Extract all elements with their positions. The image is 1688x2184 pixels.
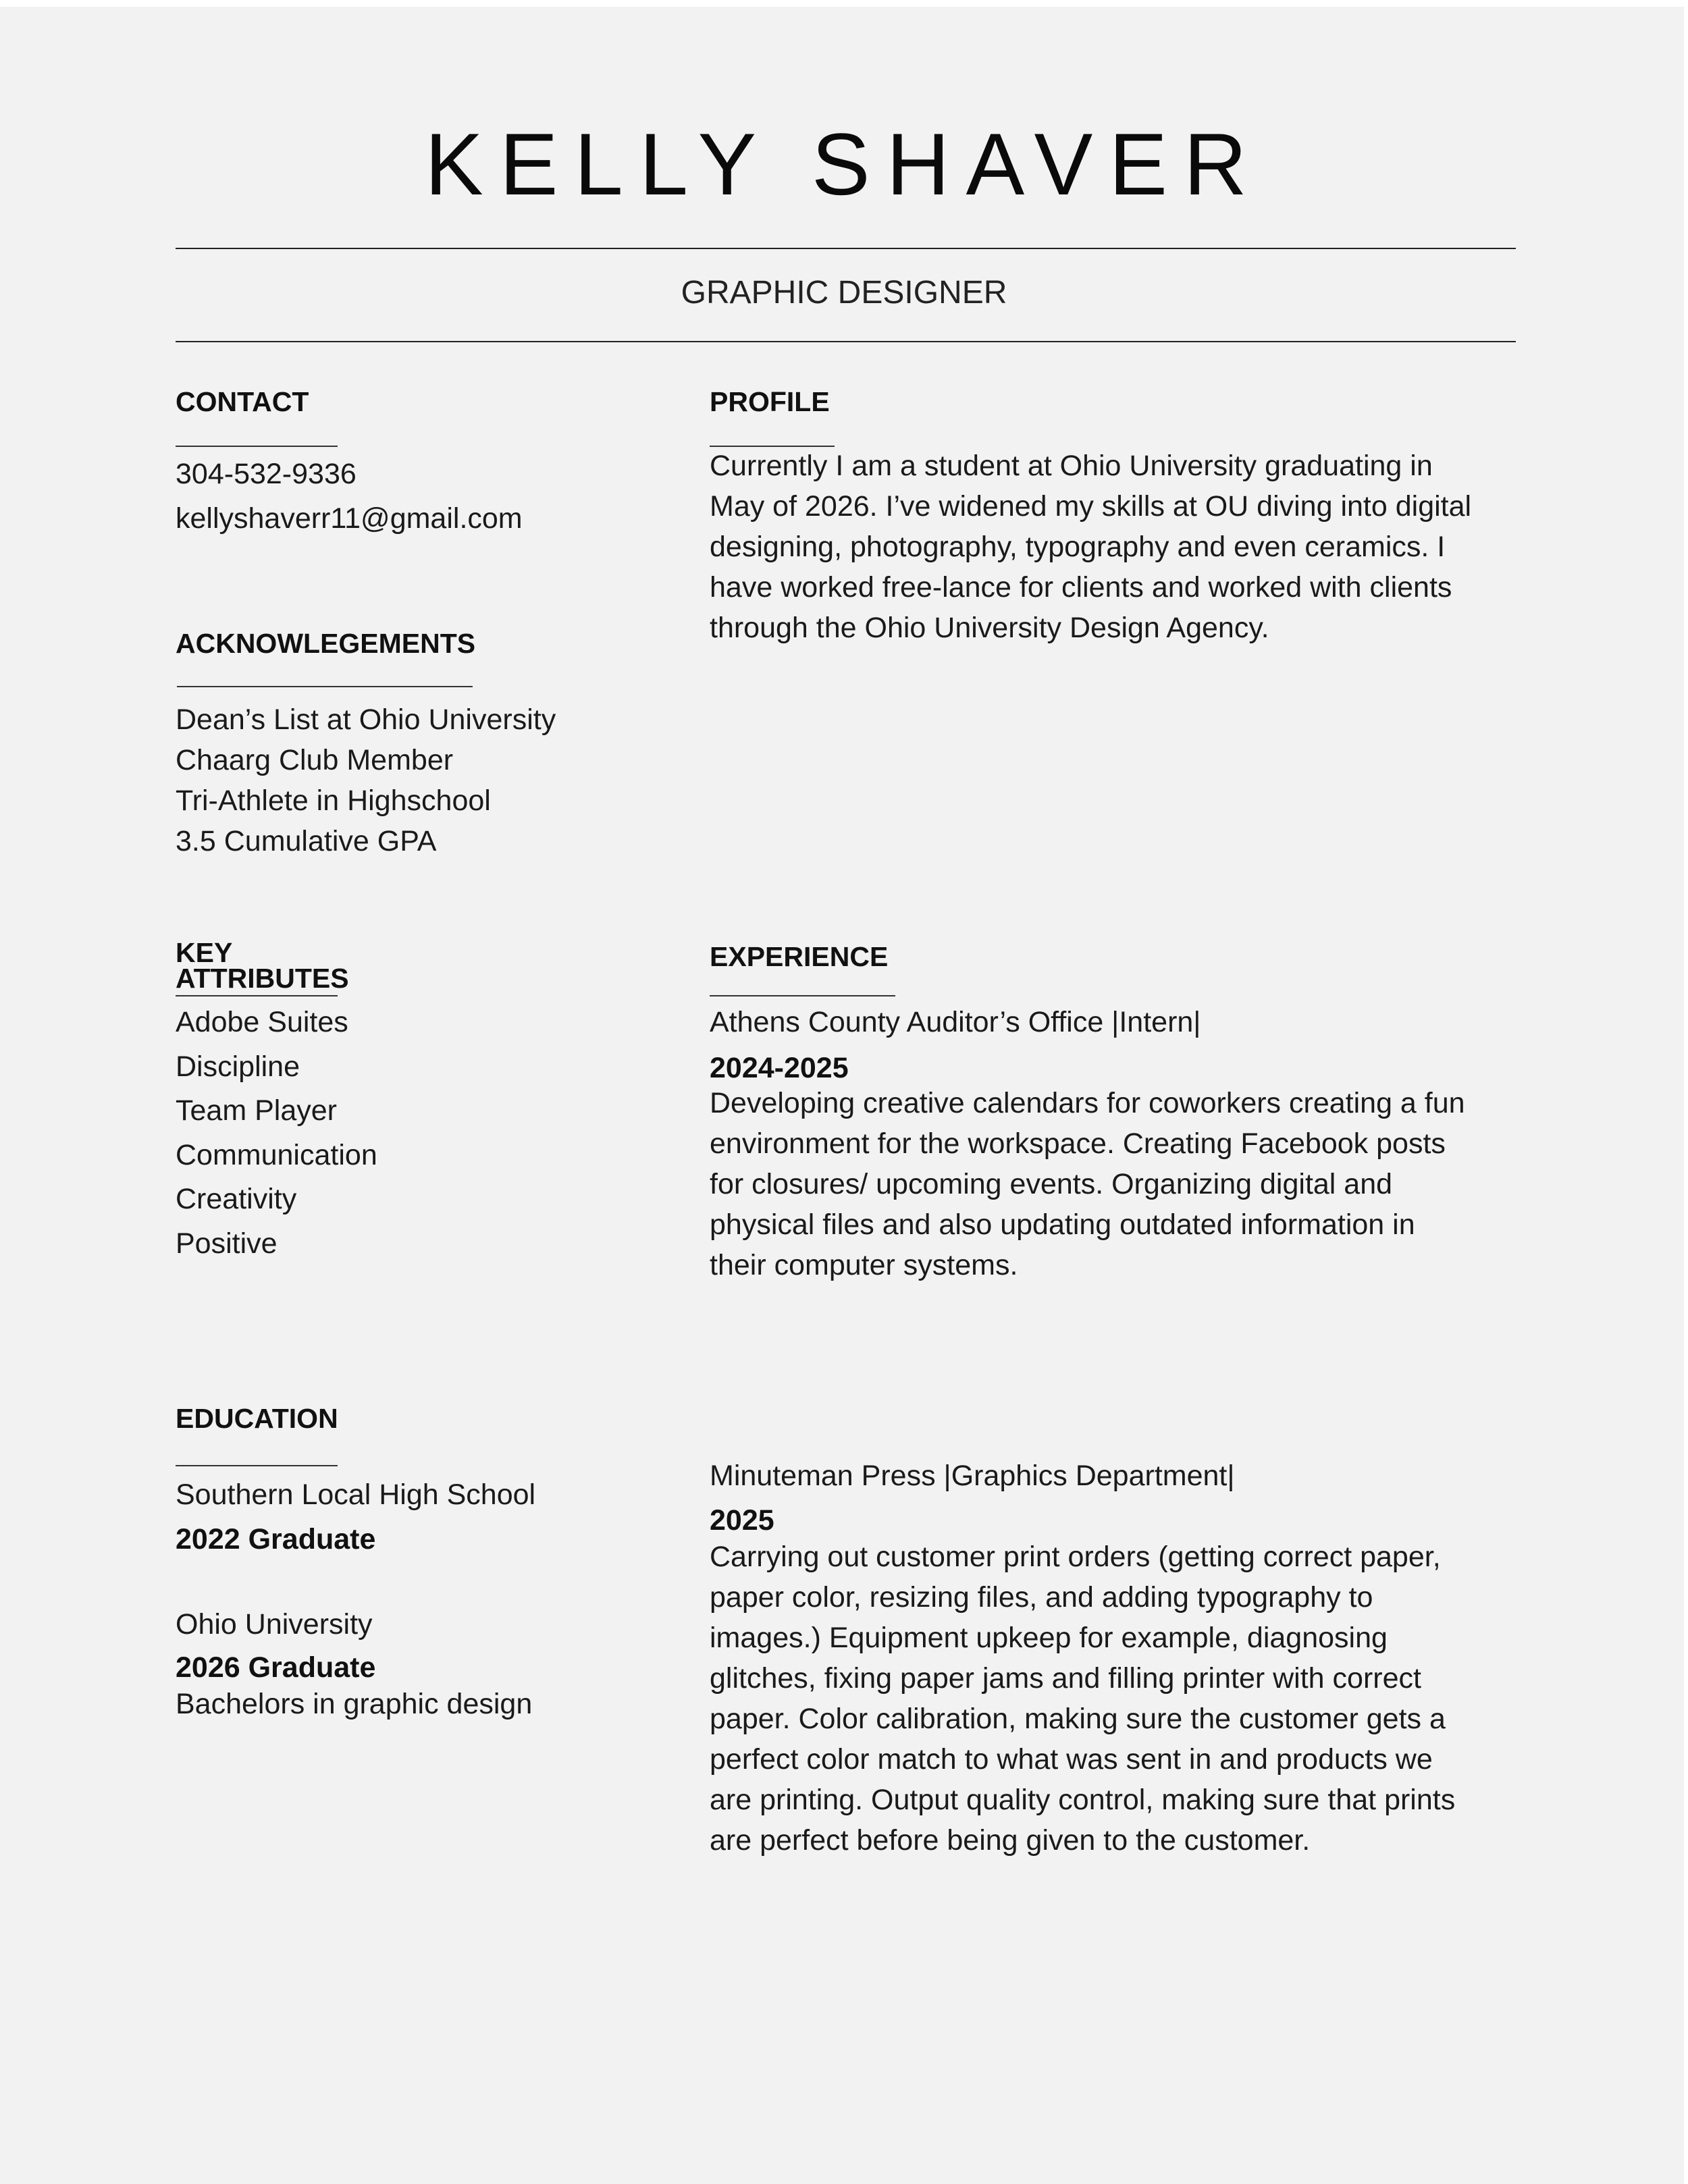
job-description-line: are printing. Output quality control, making sure that prints — [710, 1784, 1456, 1816]
job-description-line: Developing creative calendars for coworkers creating a fun — [710, 1087, 1465, 1119]
key-attributes-heading-underline — [176, 995, 338, 996]
job-description — [710, 1537, 1455, 1861]
list-item: Chaarg Club Member — [176, 744, 454, 776]
education-heading: EDUCATION — [176, 1403, 338, 1434]
list-item: Creativity — [176, 1183, 297, 1215]
job-description — [710, 1083, 1465, 1285]
degree: Bachelors in graphic design — [176, 1688, 533, 1720]
page-top-margin — [0, 0, 1688, 7]
key-attributes-heading-line1: KEY — [176, 937, 233, 968]
profile-line: Currently I am a student at Ohio University graduating in — [710, 450, 1433, 482]
list-item: Positive — [176, 1227, 278, 1260]
job-description-line: paper. Color calibration, making sure the customer gets a — [710, 1703, 1446, 1735]
list-item: Tri-Athlete in Highschool — [176, 784, 491, 817]
key-attributes-heading-line2: ATTRIBUTES — [176, 963, 349, 994]
contact-details — [176, 452, 523, 541]
job-years: 2025 — [710, 1504, 774, 1537]
list-item: Communication — [176, 1138, 377, 1171]
list-item: Team Player — [176, 1094, 337, 1127]
experience-heading: EXPERIENCE — [710, 941, 889, 972]
list-item: Adobe Suites — [176, 1006, 348, 1038]
job-description-line: for closures/ upcoming events. Organizing digital and — [710, 1168, 1393, 1200]
header-top-rule — [176, 248, 1516, 249]
contact-heading-underline — [176, 446, 338, 447]
job-description-line: glitches, fixing paper jams and filling printer with correct — [710, 1662, 1421, 1695]
resume-name: KELLY SHAVER — [425, 115, 1263, 213]
profile-line: have worked free-lance for clients and worked with clients — [710, 571, 1452, 604]
job-description-line: perfect color match to what was sent in and products we — [710, 1743, 1433, 1776]
acknowledgements-heading-underline — [177, 686, 473, 687]
profile-line: May of 2026. I’ve widened my skills at OU diving into digital — [710, 490, 1472, 523]
job-title: Athens County Auditor’s Office |Intern| — [710, 1006, 1201, 1038]
profile-line: designing, photography, typography and even ceramics. I — [710, 531, 1446, 563]
job-title: GRAPHIC DESIGNER — [681, 275, 1007, 311]
acknowledgements-list — [176, 699, 556, 861]
job-description-line: are perfect before being given to the customer. — [710, 1824, 1311, 1857]
header-bottom-rule — [176, 341, 1516, 342]
profile-heading: PROFILE — [710, 386, 830, 417]
education-heading-underline — [176, 1465, 338, 1466]
key-attributes-list — [176, 1001, 377, 1266]
email-address: kellyshaverr11@gmail.com — [176, 502, 523, 535]
school-name: Southern Local High School — [176, 1479, 536, 1511]
contact-heading: CONTACT — [176, 386, 309, 417]
list-item: Dean’s List at Ohio University — [176, 703, 556, 736]
job-description-line: physical files and also updating outdated information in — [710, 1208, 1415, 1241]
acknowledgements-heading: ACKNOWLEGEMENTS — [176, 628, 476, 659]
list-item: Discipline — [176, 1050, 300, 1083]
job-description-line: environment for the workspace. Creating Facebook posts — [710, 1127, 1446, 1160]
job-description-line: their computer systems. — [710, 1249, 1018, 1281]
graduation-year: 2026 Graduate — [176, 1651, 376, 1684]
job-years: 2024-2025 — [710, 1052, 849, 1084]
experience-heading-underline — [710, 995, 895, 996]
job-title: Minuteman Press |Graphics Department| — [710, 1460, 1235, 1492]
school-name: Ohio University — [176, 1608, 373, 1641]
profile-paragraph — [710, 446, 1471, 648]
job-description-line: images.) Equipment upkeep for example, diagnosing — [710, 1622, 1388, 1654]
profile-line: through the Ohio University Design Agency. — [710, 612, 1269, 644]
page-right-margin — [1684, 0, 1688, 2184]
graduation-year: 2022 Graduate — [176, 1523, 376, 1555]
job-description-line: paper color, resizing files, and adding typography to — [710, 1581, 1373, 1614]
list-item: 3.5 Cumulative GPA — [176, 825, 437, 857]
job-description-line: Carrying out customer print orders (getting correct paper, — [710, 1541, 1441, 1573]
key-attributes-heading — [176, 937, 349, 994]
phone-number: 304-532-9336 — [176, 458, 357, 490]
